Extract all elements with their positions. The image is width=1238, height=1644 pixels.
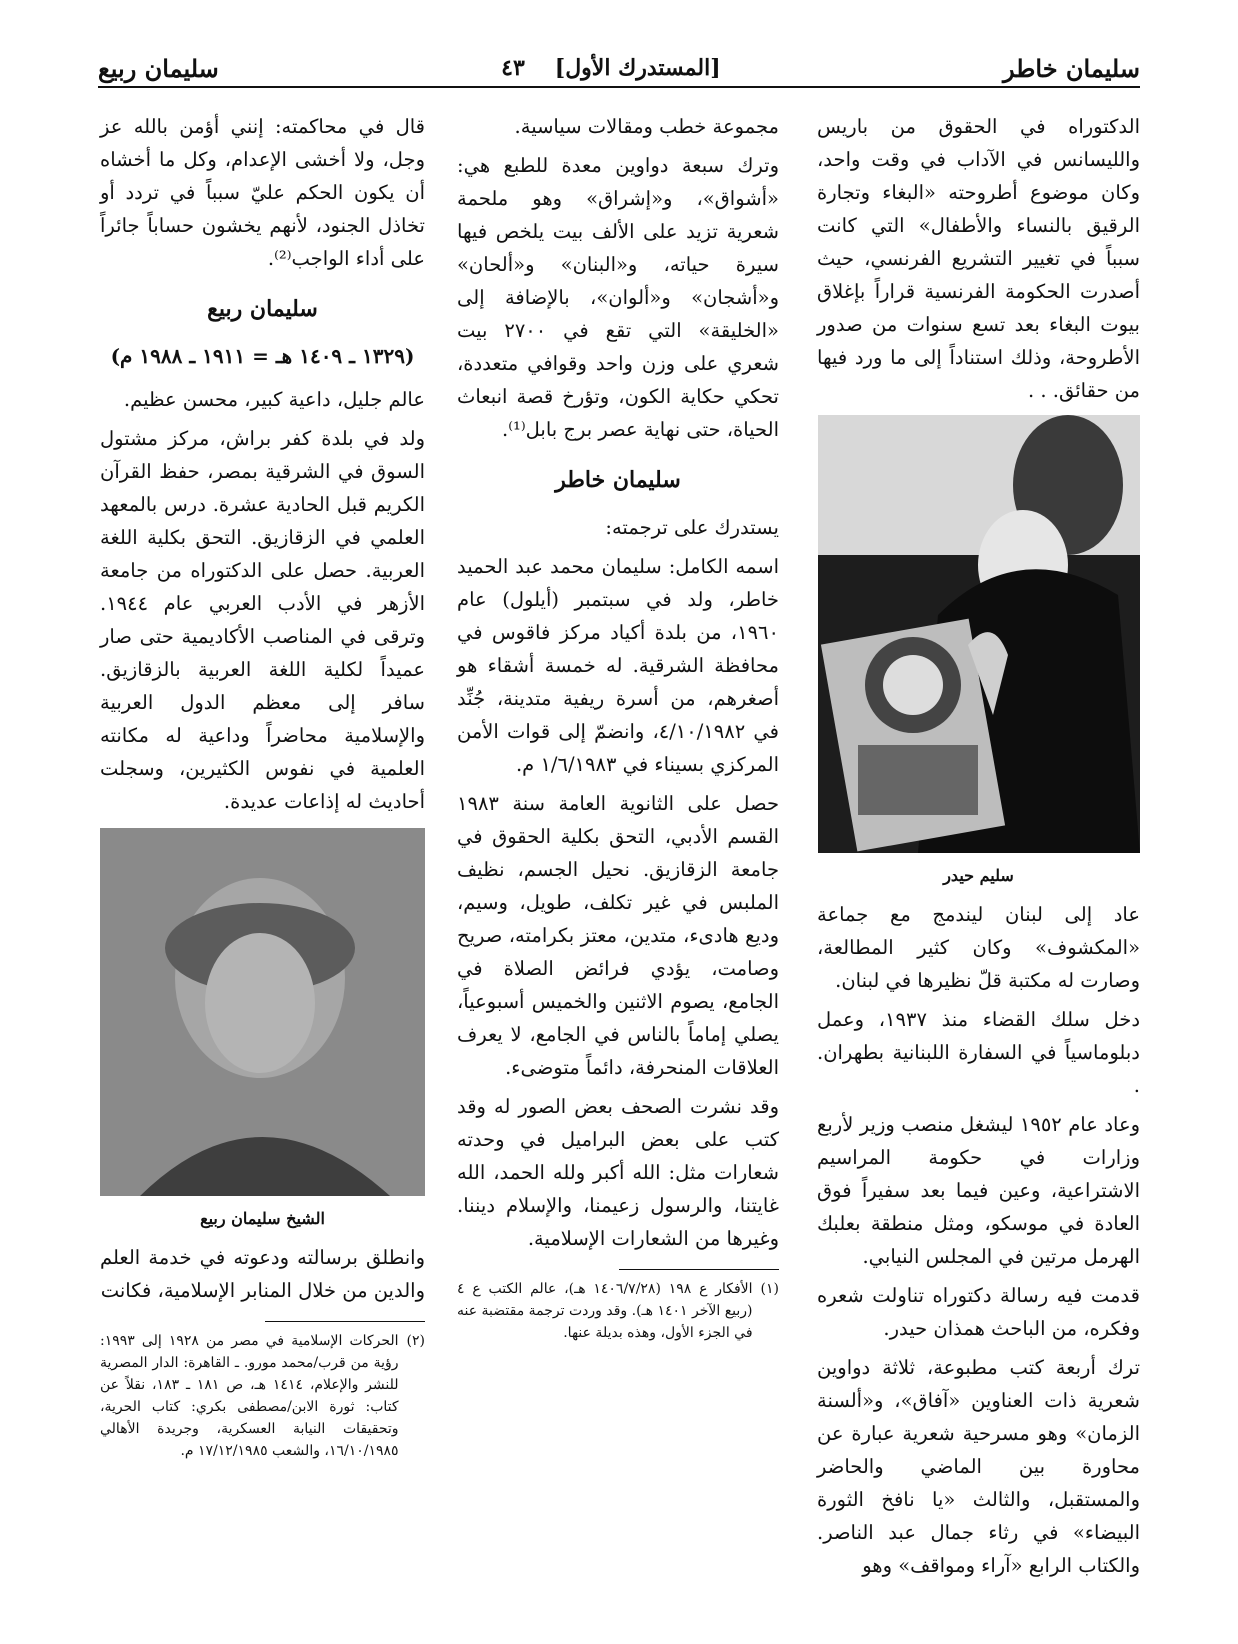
paragraph: ترك أربعة كتب مطبوعة، ثلاثة دواوين شعرية ذات العناوين «آفاق»، و«ألسنة الزمان» وهو مسرحية شعرية عبارة عن محاورة بين الماضي والحاضر والمستقبل، والثالث «يا نافخ الثورة البيضاء» في رثاء جمال عبد الناصر. والكتاب الرابع «آراء ومواقف» وهو bbox=[817, 1356, 1140, 1577]
paragraph: وقد نشرت الصحف بعض الصور له وقد كتب على بعض البراميل في وحدته شعارات مثل: الله أكبر ولله الحمد، الله غايتنا، والرسول زعيمنا، والإسلام ديننا. وغيرها من الشعارات الإسلامية. bbox=[457, 1095, 779, 1250]
photo-illustration bbox=[818, 415, 1140, 853]
paragraph: عالم جليل، داعية كبير، محسن عظيم. bbox=[123, 388, 425, 411]
paragraph: حصل على الثانوية العامة سنة ١٩٨٣ القسم الأدبي، التحق بكلية الحقوق في جامعة الزقازيق. نحيل الجسم، نظيف الملبس في غير تكلف، طويل، وسيم، وديع هادىء، متدين، معتز بكرامته، صريح وصامت، يؤدي فرائض الصلاة في الجامع، يصوم الاثنين والخميس أسبوعياً، يصلي إماماً بالناس في الجامع، لا يعرف العلاقات المنحرفة، دائماً متوضىء. bbox=[457, 792, 779, 1079]
photo-caption: سليم حيدر bbox=[943, 866, 1014, 885]
paragraph: مجموعة خطب ومقالات سياسية. bbox=[514, 115, 779, 138]
header-right-title: سليمان خاطر bbox=[1003, 53, 1140, 83]
paragraph: قدمت فيه رسالة دكتوراه تناولت شعره وفكره، من الباحث همذان حيدر. bbox=[817, 1284, 1140, 1340]
portrait-photo-salim-haidar bbox=[818, 415, 1140, 853]
page-number: ٤٣ bbox=[501, 55, 525, 81]
life-dates: (١٣٢٩ ـ ١٤٠٩ هـ = ١٩١١ ـ ١٩٨٨ م) bbox=[110, 344, 415, 368]
footnote-number: (١) bbox=[760, 1281, 779, 1297]
paragraph: اسمه الكامل: سليمان محمد عبد الحميد خاطر، ولد في سبتمبر (أيلول) عام ١٩٦٠، من بلدة أكياد مركز فاقوس في محافظة الشرقية. له خمسة أشقاء هو أصغرهم، من أسرة ريفية متدينة، جُنِّد في ٤/١٠/١٩٨٢، وانضمّ إلى قوات الأمن المركزي بسيناء في ١/٦/١٩٨٣ م. bbox=[457, 555, 779, 776]
running-header bbox=[98, 50, 1140, 88]
paragraph: وانطلق برسالته ودعوته في خدمة العلم والدين من خلال المنابر الإسلامية، فكانت bbox=[100, 1246, 425, 1302]
header-left-title: سليمان ربيع bbox=[98, 53, 219, 83]
photo-illustration bbox=[100, 828, 425, 1196]
paragraph: وعاد عام ١٩٥٢ ليشغل منصب وزير لأربع وزارات في حكومة المراسيم الاشتراعية، وعين فيما بعد سفيراً فوق العادة في موسكو، ومثل منطقة بعلبك الهرمل مرتين في المجلس النيابي. bbox=[817, 1113, 1140, 1268]
portrait-photo-sheikh-suleiman-rabie bbox=[100, 828, 425, 1196]
paragraph: ولد في بلدة كفر براش، مركز مشتول السوق في الشرقية بمصر، حفظ القرآن الكريم قبل الحادية عشرة. درس بالمعهد العلمي في الزقازيق. التحق بكلية اللغة العربية. حصل على الدكتوراه من جامعة الأزهر في الأدب العربي عام ١٩٤٤. وترقى في المناصب الأكاديمية حتى صار عميداً لكلية اللغة العربية بالزقازيق. سافر إلى معظم الدول العربية والإسلامية محاضراً وداعية له مكانته العلمية في نفوس الكثيرين، وسجلت أحاديث له إذاعات عديدة. bbox=[100, 427, 425, 813]
section-heading: سليمان ربيع bbox=[207, 296, 318, 322]
footnote-rule bbox=[619, 1269, 779, 1270]
paragraph: يستدرك على ترجمته: bbox=[605, 516, 779, 539]
column-middle bbox=[457, 110, 779, 1344]
footnote-text: الأفكار ع ١٩٨ (١٤٠٦/٧/٢٨ هـ)، عالم الكتب ع ٤ (ربيع الآخر ١٤٠١ هـ). وقد وردت ترجمة مقتضبة عنه في الجزء الأول، وهذه بديلة عنها. bbox=[457, 1281, 753, 1341]
paragraph: دخل سلك القضاء منذ ١٩٣٧، وعمل دبلوماسياً في السفارة اللبنانية بطهران. . bbox=[817, 1008, 1140, 1097]
footnote-rule bbox=[265, 1321, 425, 1322]
paragraph: عاد إلى لبنان ليندمج مع جماعة «المكشوف» وكان كثير المطالعة، وصارت له مكتبة قلّ نظيرها في لبنان. bbox=[817, 903, 1140, 992]
header-section-title: [المستدرك الأول] bbox=[554, 55, 721, 81]
paragraph: قال في محاكمته: إنني أؤمن بالله عز وجل، ولا أخشى الإعدام، وكل ما أخشاه أن يكون الحكم عليّ سبباً في تردد أو تخاذل الجنود، لأنهم يخشون حساباً جائراً على أداء الواجب⁽²⁾. bbox=[100, 115, 425, 270]
column-right bbox=[817, 110, 1140, 1588]
paragraph: الدكتوراه في الحقوق من باريس والليسانس في الآداب في وقت واحد، وكان موضوع أطروحته «البغاء وتجارة الرقيق بالنساء والأطفال» التي كانت سبباً في تغيير التشريع الفرنسي، حيث أصدرت الحكومة الفرنسية قراراً بإغلاق بيوت البغاء بعد تسع سنوات من صدور الأطروحة، وذلك استناداً إلى ما ورد فيها من حقائق. . . bbox=[817, 115, 1140, 402]
column-left bbox=[100, 110, 425, 1462]
footnote bbox=[457, 1278, 779, 1344]
header-center bbox=[501, 55, 721, 81]
photo-caption: الشيخ سليمان ربيع bbox=[200, 1209, 325, 1228]
footnote-number: (٢) bbox=[406, 1333, 425, 1349]
footnote-text: الحركات الإسلامية في مصر من ١٩٢٨ إلى ١٩٩٣: رؤية من قرب/محمد مورو. ـ القاهرة: الدار المصرية للنشر والإعلام، ١٤١٤ هـ، ص ١٨١ ـ ١٨٣، نقلاً عن كتاب: ثورة الابن/مصطفى بكري: كتاب الحرية، وتحقيقات النيابة العسكرية، وجريدة الأهالي ١٦/١٠/١٩٨٥، والشعب ١٧/١٢/١٩٨٥ م. bbox=[100, 1333, 399, 1459]
paragraph: وترك سبعة دواوين معدة للطبع هي: «أشواق»، و«إشراق» وهو ملحمة شعرية تزيد على الألف بيت يلخص فيها سيرة حياته، و«البنان» و«ألحان» و«أشجان» و«ألوان»، بالإضافة إلى «الخليقة» التي تقع في ٢٧٠٠ بيت شعري على وزن واحد وقوافي متعددة، تحكي حكاية الكون، وتؤرخ قصة انبعاث الحياة، حتى نهاية عصر برج بابل⁽¹⁾. bbox=[457, 154, 779, 441]
section-heading: سليمان خاطر bbox=[555, 467, 681, 493]
footnote bbox=[100, 1330, 425, 1462]
